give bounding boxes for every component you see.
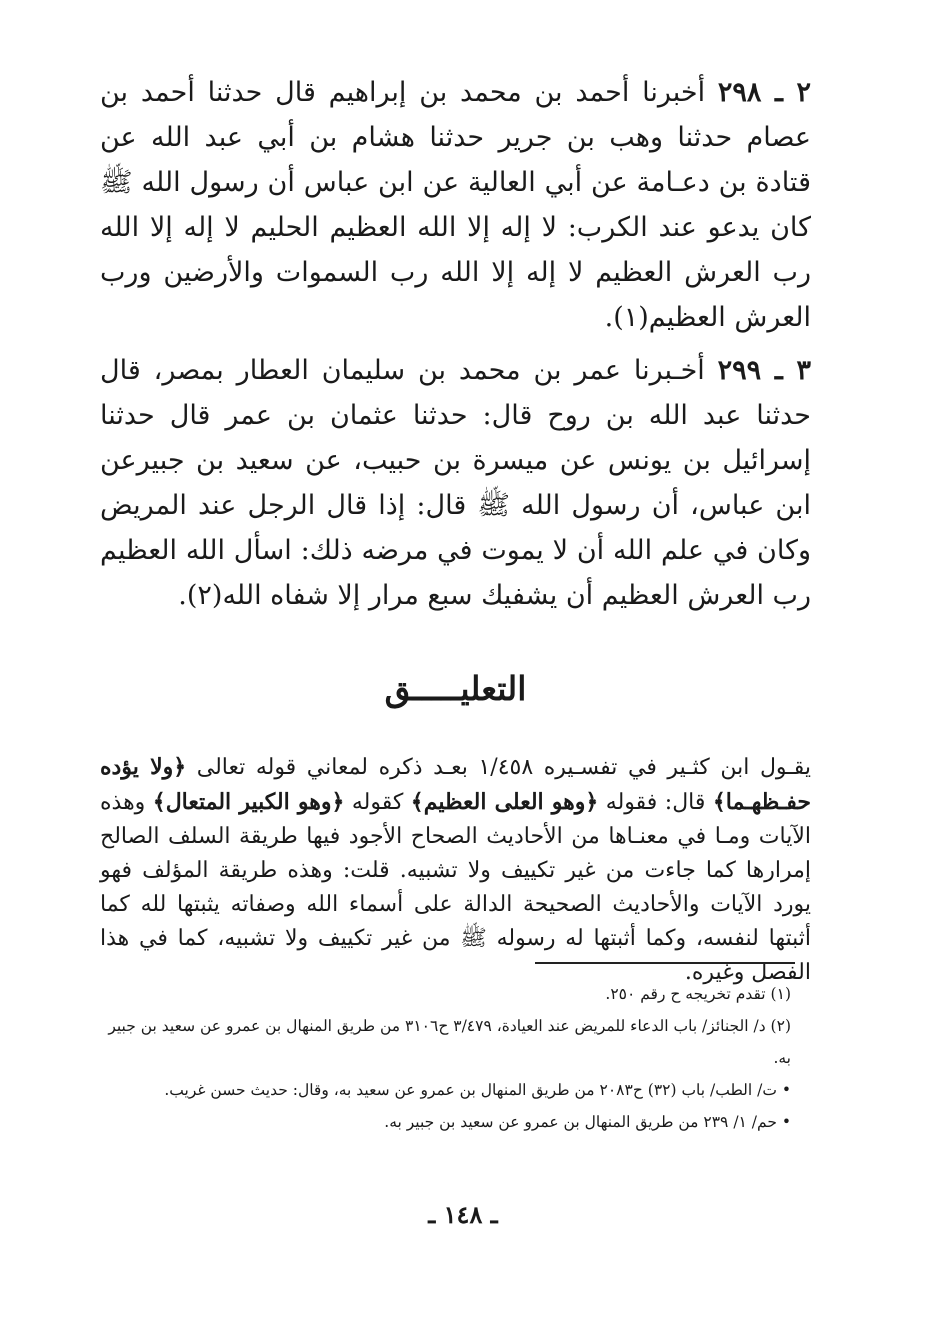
hadith-text: أخبرنا أحمد بن محمد بن إبراهيم قال حدثنا أحمد بن عصام حدثنا وهب بن جرير حدثنا هشام بن أبي عبد الله عن قتادة بن دعـامة عن أبي العالية عن ابن عباس أن رسول الله ﷺ كان يدعو عند الكرب: لا إله إلا الله العظيم الحليم لا إله إلا الله رب العرش العظيم لا إله إلا الله رب السموات والأرضين ورب العرش العظيم(١). (100, 77, 811, 333)
quran-quote: ﴿ولا يؤده حفـظهـما﴾ (100, 754, 812, 815)
hadith-number: ٢ ـ ٢٩٨ (717, 77, 811, 108)
quran-quote: ﴿وهو الكبير المتعال﴾ (152, 789, 345, 815)
commentary-text: قال: فقوله (598, 790, 713, 815)
hadith-text: أخـبرنا عمر بن محمد بن سليمان العطار بمصر، قال حدثنا عبد الله بن روح قال: حدثنا عثمان بن عمر قال حدثنا إسرائيل بن يونس عن ميسرة بن حبيب، عن سعيد بن جبيرعن ابن عباس، أن رسول الله ﷺ قال: إذا قال الرجل عند المريض وكان في علم الله أن لا يموت في مرضه ذلك: اسأل الله العظيم رب العرش العظيم أن يشفيك سبع مرار إلا شفاه الله(٢). (100, 355, 811, 611)
hadith-299 (100, 348, 811, 618)
commentary-text: وهذه الآيات ومـا في معنـاها من الأحاديث الصحاح الأجود فيها طريقة السلف الصالح إمرارها كما جاءت من غير تكييف ولا تشبيه. قلت: وهذه طريقة المؤلف فهو يورد الآيات والأحاديث الصحيحة الدالة على أسماء الله وصفاته يثبتها لله كما أثبتها لنفسه، وكما أثبتها له رسوله ﷺ من غير تكييف ولا تشبيه، كما في هذا الفصل وغيره. (100, 790, 811, 985)
commentary-paragraph (100, 750, 811, 990)
footnote-2-tirmidhi: • ت/ الطب/ باب (٣٢) ح٢٠٨٣ من طريق المنهال بن عمرو عن سعيد به، وقال: حديث حسن غريب. (164, 1081, 791, 1099)
footnote-2: (٢) د/ الجنائز/ باب الدعاء للمريض عند العيادة، ٣/٤٧٩ ح٣١٠٦ من طريق المنهال بن عمرو عن سعيد بن جبير به. (108, 1017, 791, 1067)
quran-quote: ﴿وهو العلى العظيم﴾ (410, 789, 599, 815)
footnote-2-ahmad: • حم/ ١/ ٢٣٩ من طريق المنهال بن عمرو عن سعيد بن جبير به. (384, 1113, 791, 1131)
hadith-298 (100, 70, 811, 340)
hadith-number: ٣ ـ ٢٩٩ (717, 355, 811, 386)
commentary-text: يقـول ابن كثـير في تفسـيره ١/٤٥٨ بعـد ذكره لمعاني قوله تعالى (186, 755, 811, 780)
commentary-text: كقوله (344, 790, 411, 815)
page-number: ـ ١٤٨ ـ (428, 1200, 498, 1229)
footnotes (100, 978, 811, 1138)
footnote-1: (١) تقدم تخريجه ح رقم ٢٥٠. (605, 985, 791, 1003)
footnote-divider (535, 962, 795, 964)
section-title: التعليـــــق (384, 669, 527, 708)
